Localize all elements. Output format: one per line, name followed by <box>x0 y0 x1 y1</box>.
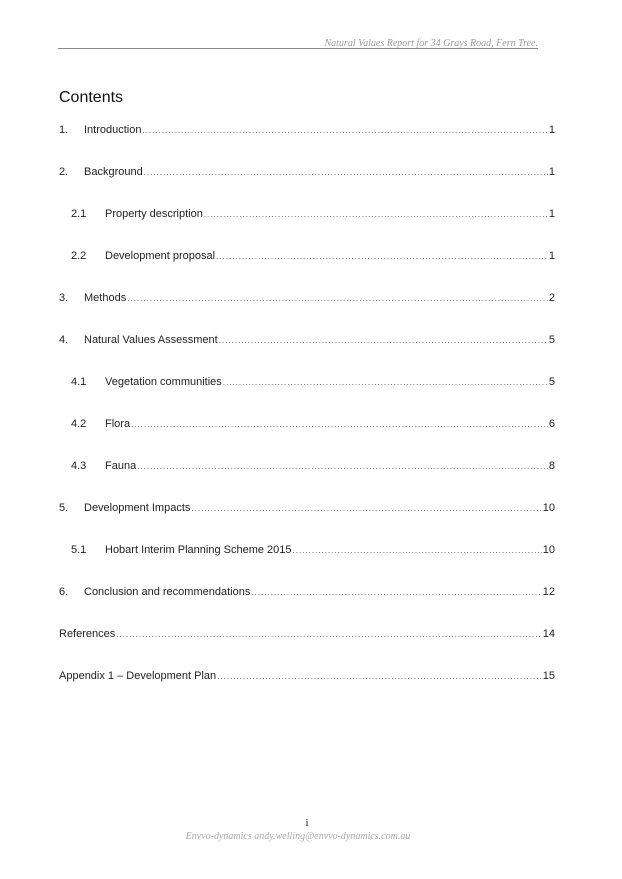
toc-entry-property-description[interactable] <box>71 208 555 228</box>
toc-number: 4.3 <box>71 460 87 472</box>
toc-label: Property description <box>105 208 203 220</box>
toc-number: 4.2 <box>71 418 87 430</box>
toc-entry-development-proposal[interactable] <box>71 250 555 270</box>
toc-number: 2.1 <box>71 208 87 220</box>
toc-entry-background[interactable] <box>59 166 555 186</box>
toc-leader <box>116 630 541 639</box>
toc-label: Appendix 1 – Development Plan <box>59 670 217 682</box>
toc-label: Fauna <box>105 460 137 472</box>
toc-number: 2. <box>59 166 69 178</box>
toc-page: 2 <box>548 292 555 304</box>
toc-leader <box>216 252 548 261</box>
toc-page: 6 <box>548 418 555 430</box>
toc-leader <box>217 672 542 681</box>
toc-page: 1 <box>548 208 555 220</box>
toc-leader <box>142 126 547 135</box>
toc-number: 2.2 <box>71 250 87 262</box>
toc-label: Background <box>84 166 143 178</box>
page-title: Contents <box>59 89 124 106</box>
toc-leader <box>127 294 548 303</box>
toc-leader <box>251 588 541 597</box>
toc-label: Methods <box>84 292 127 304</box>
toc-page: 8 <box>548 460 555 472</box>
toc-page: 1 <box>548 124 555 136</box>
toc-entry-conclusion[interactable] <box>59 586 555 606</box>
header-text: Natural Values Report for 34 Grays Road, Fern Tree. <box>324 38 538 49</box>
toc-page: 10 <box>542 544 555 556</box>
toc-entry-flora[interactable] <box>71 418 555 438</box>
toc-label: Introduction <box>84 124 142 136</box>
toc-page: 5 <box>548 334 555 346</box>
toc-number: 1. <box>59 124 69 136</box>
toc-entry-appendix-1[interactable] <box>59 670 555 690</box>
toc-number: 4. <box>59 334 69 346</box>
toc-leader <box>191 504 541 513</box>
toc-entry-natural-values-assessment[interactable] <box>59 334 555 354</box>
toc-leader <box>219 336 548 345</box>
toc-page: 5 <box>548 376 555 388</box>
toc-entry-fauna[interactable] <box>71 460 555 480</box>
toc-page: 12 <box>542 586 555 598</box>
toc-entry-development-impacts[interactable] <box>59 502 555 522</box>
toc-label: Development Impacts <box>84 502 191 514</box>
toc-label: Natural Values Assessment <box>84 334 218 346</box>
toc-page: 1 <box>548 250 555 262</box>
footer-text: Envvo-dynamics andy.welling@envvo-dynamics.com.au <box>185 831 411 842</box>
toc-number: 5.1 <box>71 544 87 556</box>
page-number: i <box>305 817 309 829</box>
toc-page: 15 <box>542 670 555 682</box>
toc-leader <box>204 210 548 219</box>
toc-entry-introduction[interactable] <box>59 124 555 144</box>
toc-label: Hobart Interim Planning Scheme 2015 <box>105 544 292 556</box>
toc-page: 14 <box>542 628 555 640</box>
toc-entry-hobart-interim-planning-scheme[interactable] <box>71 544 555 564</box>
toc-label: References <box>59 628 116 640</box>
toc-leader <box>223 378 548 387</box>
toc-number: 6. <box>59 586 69 598</box>
toc-page: 10 <box>542 502 555 514</box>
header-rule <box>58 48 538 49</box>
toc-number: 3. <box>59 292 69 304</box>
toc-entry-vegetation-communities[interactable] <box>71 376 555 396</box>
toc-label: Flora <box>105 418 131 430</box>
toc-label: Development proposal <box>105 250 216 262</box>
toc-leader <box>144 168 548 177</box>
toc-leader <box>131 420 548 429</box>
toc-label: Vegetation communities <box>105 376 222 388</box>
toc-leader <box>293 546 542 555</box>
toc-number: 5. <box>59 502 69 514</box>
toc-number: 4.1 <box>71 376 87 388</box>
toc-entry-references[interactable] <box>59 628 555 648</box>
toc-leader <box>137 462 548 471</box>
toc-label: Conclusion and recommendations <box>84 586 251 598</box>
toc-entry-methods[interactable] <box>59 292 555 312</box>
toc-page: 1 <box>548 166 555 178</box>
